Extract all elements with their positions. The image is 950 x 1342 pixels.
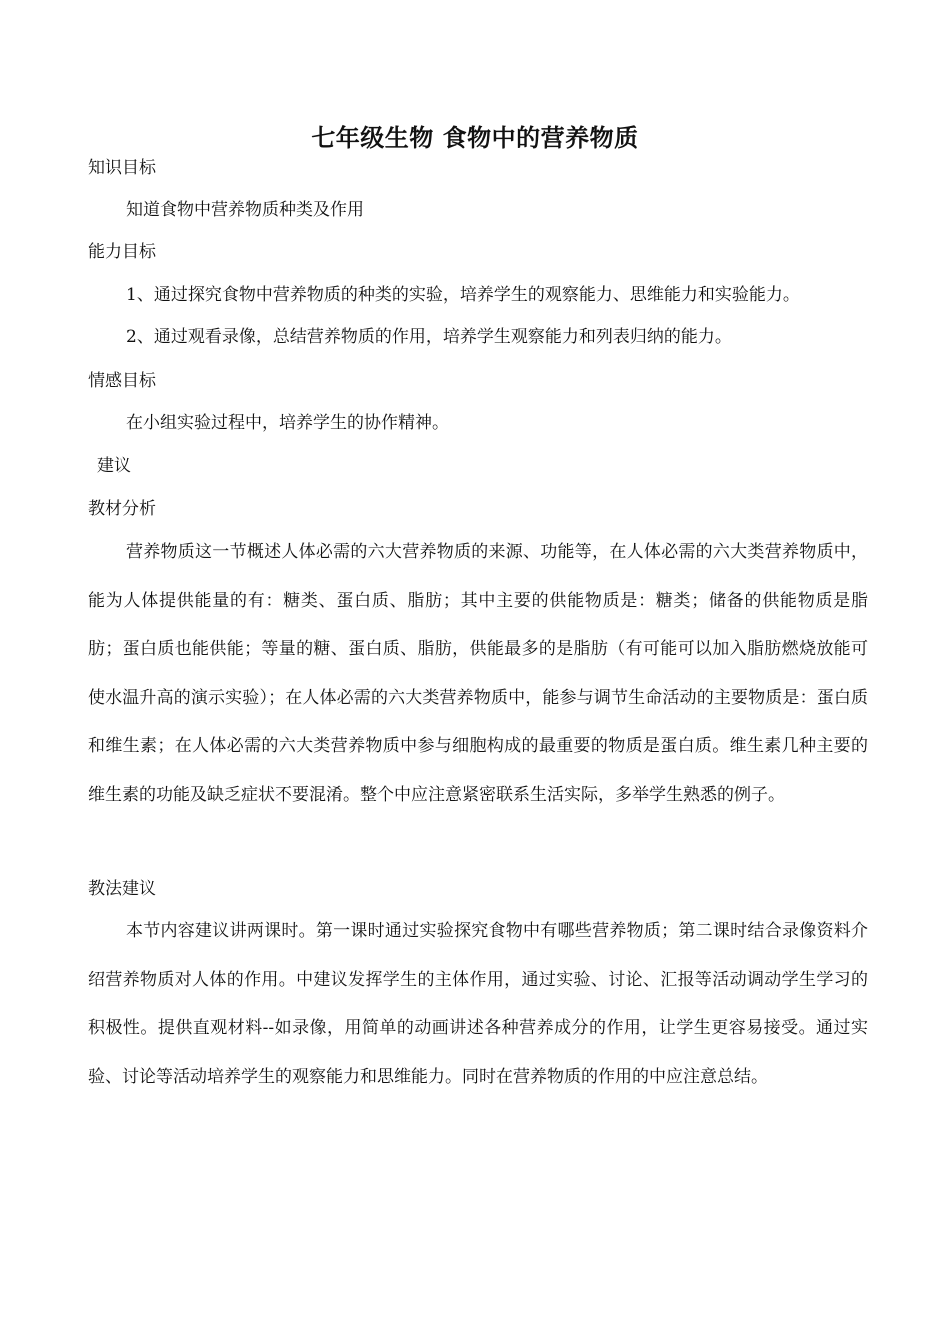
method-heading: 教法建议 — [88, 879, 156, 899]
emotion-heading: 情感目标 — [88, 371, 156, 391]
method-paragraph: 本节内容建议讲两课时。第一课时通过实验探究食物中有哪些营养物质；第二课时结合录像资料介绍营养物质对人体的作用。中建议发挥学生的主体作用，通过实验、讨论、汇报等活动调动学生学习的积极性。提供直观材料--如录像，用简单的动画讲述各种营养成分的作用，让学生更容易接受。通过实验、讨论等活动培养学生的观察能力和思维能力。同时在营养物质的作用的中应注意总结。 — [88, 921, 868, 1087]
emotion-item: 在小组实验过程中，培养学生的协作精神。 — [126, 413, 449, 433]
ability-item-1: 1、通过探究食物中营养物质的种类的实验，培养学生的观察能力、思维能力和实验能力。 — [126, 285, 800, 305]
ability-heading: 能力目标 — [88, 242, 156, 262]
analysis-heading: 教材分析 — [88, 499, 156, 519]
document-title: 七年级生物 食物中的营养物质 — [311, 124, 639, 152]
knowledge-heading: 知识目标 — [88, 158, 156, 178]
knowledge-item: 知道食物中营养物质种类及作用 — [126, 200, 364, 220]
analysis-paragraph: 营养物质这一节概述人体必需的六大营养物质的来源、功能等，在人体必需的六大类营养物质中，能为人体提供能量的有：糖类、蛋白质、脂肪；其中主要的供能物质是：糖类；储备的供能物质是脂肪；蛋白质也能供能；等量的糖、蛋白质、脂肪，供能最多的是脂肪（有可能可以加入脂肪燃烧放能可使水温升高的演示实验）；在人体必需的六大类营养物质中，能参与调节生命活动的主要物质是：蛋白质和维生素；在人体必需的六大类营养物质中参与细胞构成的最重要的物质是蛋白质。维生素几种主要的维生素的功能及缺乏症状不要混淆。整个中应注意紧密联系生活实际，多举学生熟悉的例子。 — [88, 542, 868, 805]
suggestion-heading: 建议 — [97, 456, 131, 476]
ability-item-2: 2、通过观看录像，总结营养物质的作用，培养学生观察能力和列表归纳的能力。 — [126, 327, 732, 347]
